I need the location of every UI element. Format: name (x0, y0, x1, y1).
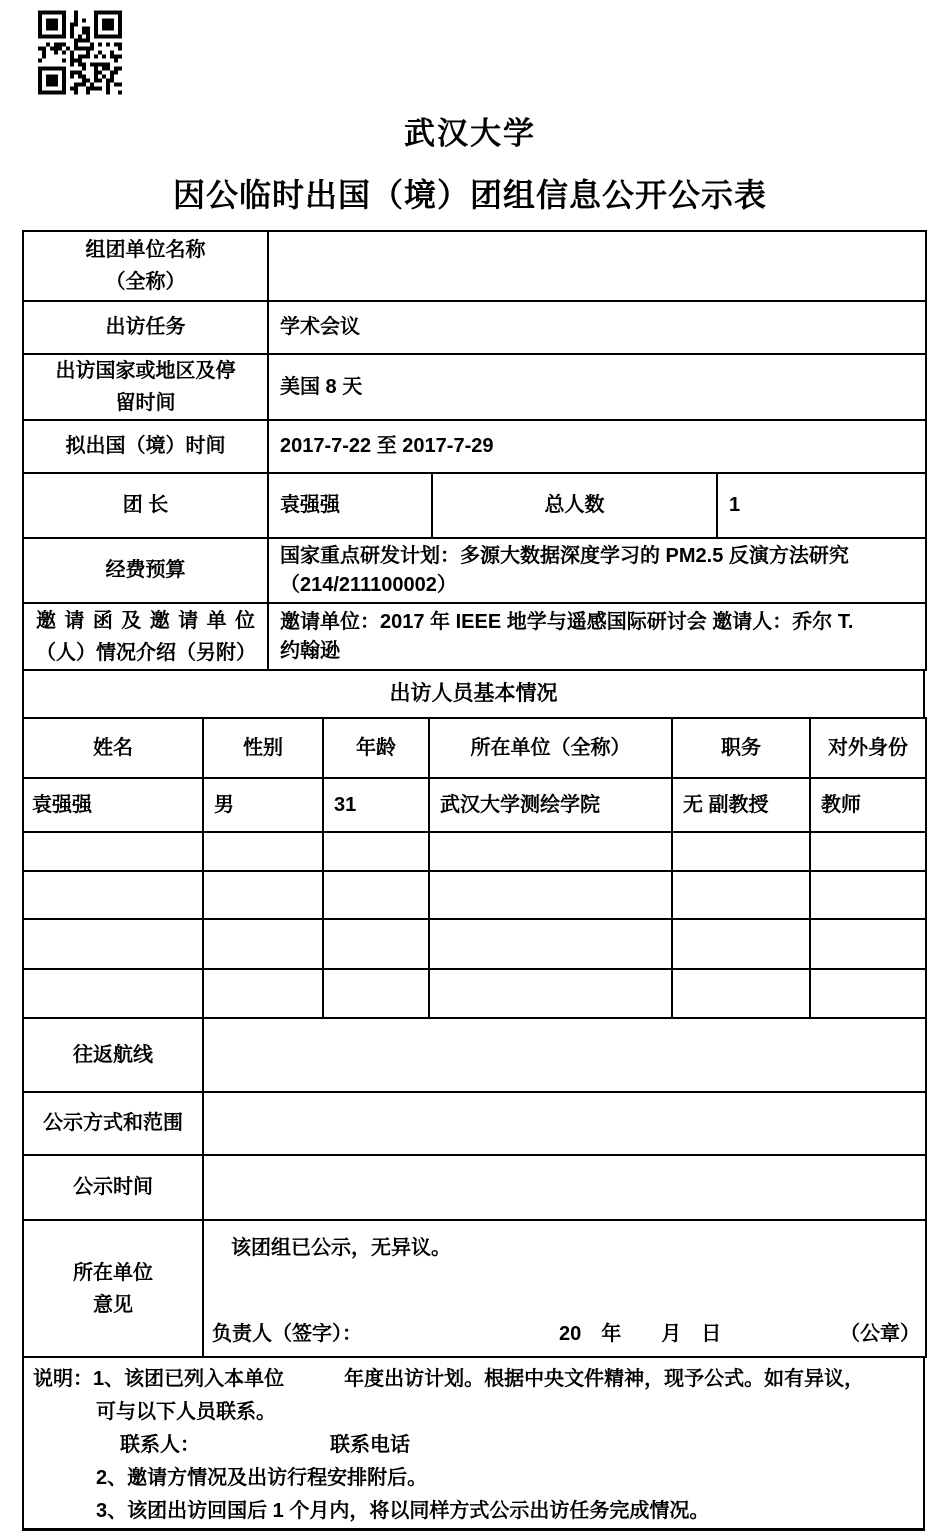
invitation-label: 邀请函及邀请单位 （人）情况介绍（另附） (23, 603, 268, 670)
row-invitation (23, 603, 926, 670)
total-count-value: 1 (717, 473, 926, 538)
row-unit-opinion (23, 1220, 926, 1357)
member-row-empty (23, 871, 926, 919)
member-row (23, 778, 926, 832)
member-position: 无 副教授 (672, 778, 810, 832)
member-external-identity: 教师 (810, 778, 926, 832)
member-row-empty (23, 832, 926, 871)
col-header-age: 年龄 (323, 718, 429, 778)
notes-cell (23, 1357, 924, 1530)
destination-value: 美国 8 天 (268, 354, 926, 420)
upper-form-section (22, 230, 927, 671)
signer-label: 负责人（签字）： (212, 1323, 362, 1345)
member-age: 31 (323, 778, 429, 832)
member-row-empty (23, 969, 926, 1018)
row-publicity-method (23, 1092, 926, 1155)
mission-value: 学术会议 (268, 301, 926, 354)
col-header-position: 职务 (672, 718, 810, 778)
leader-value: 袁强强 (268, 473, 432, 538)
route-label: 往返航线 (23, 1018, 203, 1092)
university-title: 武汉大学 (404, 116, 536, 151)
destination-label: 出访国家或地区及停 留时间 (23, 354, 268, 420)
note-line-5: 3、该团出访回国后 1 个月内，将以同样方式公示出访任务完成情况。 (96, 1500, 710, 1522)
member-gender: 男 (203, 778, 323, 832)
budget-label: 经费预算 (23, 538, 268, 603)
mission-label: 出访任务 (23, 301, 268, 354)
group-unit-label: 组团单位名称 （全称） (23, 231, 268, 301)
col-header-unit: 所在单位（全称） (429, 718, 672, 778)
note-line-4: 2、邀请方情况及出访行程安排附后。 (96, 1467, 428, 1489)
col-header-external-identity: 对外身份 (810, 718, 926, 778)
form-table (22, 230, 925, 1531)
leader-label: 团 长 (23, 473, 268, 538)
official-seal-label: （公章） (840, 1323, 920, 1345)
col-header-gender: 性别 (203, 718, 323, 778)
opinion-statement: 该团组已公示，无异议。 (231, 1237, 451, 1259)
row-mission (23, 301, 926, 354)
dates-value: 2017-7-22 至 2017-7-29 (268, 420, 926, 473)
notes-section (22, 1356, 925, 1531)
row-route (23, 1018, 926, 1092)
members-title-section (22, 669, 925, 719)
row-destination (23, 354, 926, 420)
publicity-method-value (203, 1092, 926, 1155)
members-table (22, 717, 927, 1019)
unit-opinion-value (203, 1220, 926, 1357)
qr-code-icon (38, 10, 122, 95)
row-dates (23, 420, 926, 473)
lower-form-section (22, 1017, 927, 1358)
invitation-value: 邀请单位：2017 年 IEEE 地学与遥感国际研讨会 邀请人：乔尔 T. 约翰逊 (268, 603, 926, 670)
row-budget (23, 538, 926, 603)
note-line-1: 说明：1、该团已列入本单位 年度出访计划。根据中央文件精神，现予公式。如有异议， (33, 1368, 865, 1390)
row-group-unit (23, 231, 926, 301)
member-name: 袁强强 (23, 778, 203, 832)
group-unit-value (268, 231, 926, 301)
form-title: 因公临时出国（境）团组信息公开公示表 (172, 177, 767, 213)
dates-label: 拟出国（境）时间 (23, 420, 268, 473)
signature-date: 20 年 月 日 (559, 1323, 722, 1345)
note-line-3: 联系人： 联系电话 (120, 1434, 410, 1456)
note-line-2: 可与以下人员联系。 (96, 1401, 276, 1423)
member-row-empty (23, 919, 926, 969)
publicity-time-value (203, 1155, 926, 1220)
unit-opinion-label: 所在单位 意见 (23, 1220, 203, 1357)
members-header-row (23, 718, 926, 778)
row-publicity-time (23, 1155, 926, 1220)
route-value (203, 1018, 926, 1092)
member-unit: 武汉大学测绘学院 (429, 778, 672, 832)
publicity-time-label: 公示时间 (23, 1155, 203, 1220)
col-header-name: 姓名 (23, 718, 203, 778)
budget-value: 国家重点研发计划：多源大数据深度学习的 PM2.5 反演方法研究 （214/211100002） (268, 538, 926, 603)
members-section-title: 出访人员基本情况 (23, 670, 924, 718)
total-count-label: 总人数 (432, 473, 717, 538)
publicity-method-label: 公示方式和范围 (23, 1092, 203, 1155)
opinion-signature-line (204, 1320, 925, 1350)
row-leader (23, 473, 926, 538)
